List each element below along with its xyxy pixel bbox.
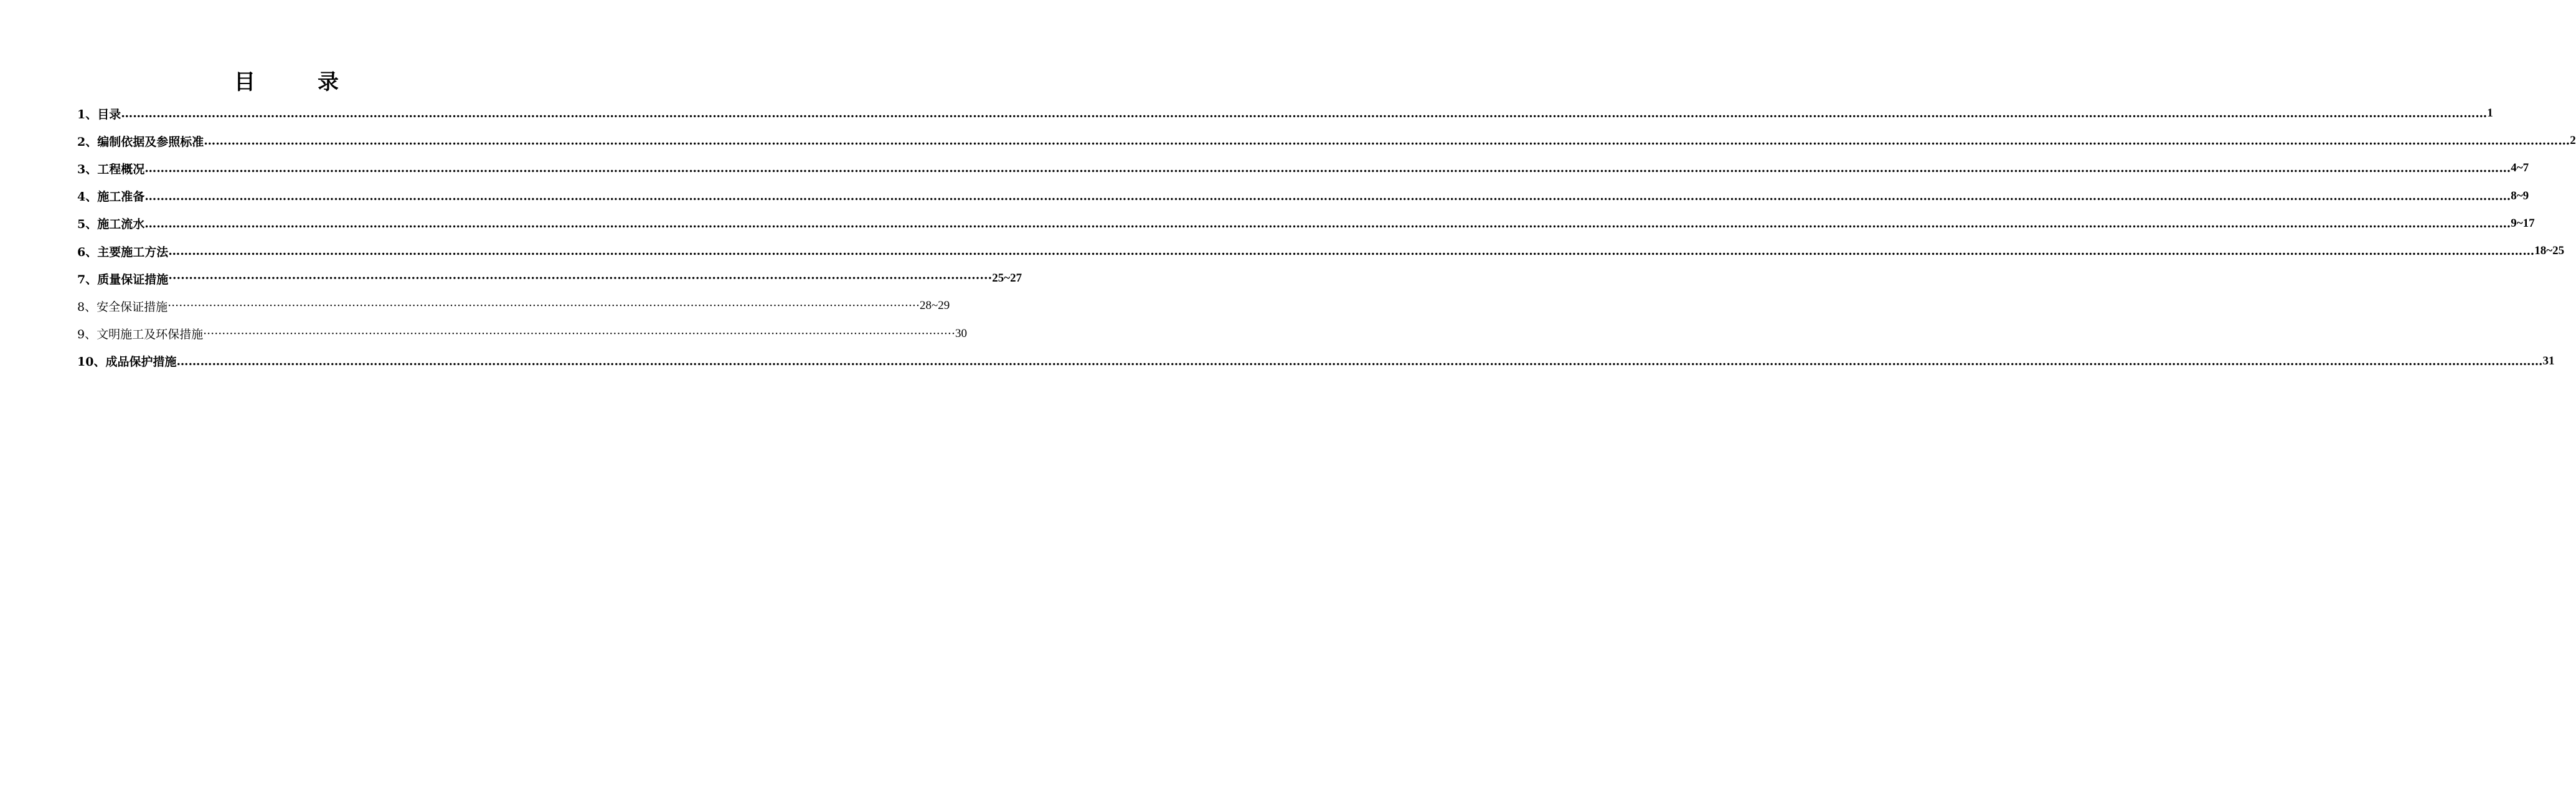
toc-entry[interactable]	[77, 237, 2565, 265]
toc-leader-dots: ……………………………………………………………………………………………………………………………………………………………………………………………………………………………………………………………………………………………………………………………………………………………………………………………………………………………………………………………………………………………………………………………………………………	[144, 216, 2511, 230]
toc-entry-label: 6、主要施工方法	[77, 245, 169, 259]
toc-entry-label: 7、质量保证措施	[77, 272, 169, 287]
toc-entry-page-number: 28~29	[920, 299, 950, 313]
title-char-1: 目	[234, 70, 255, 95]
toc-entry-label: 9、文明施工及环保措施	[77, 328, 204, 342]
toc-leader-dots: ……………………………………………………………………………………………………………………………………………………………………………………………………………………………………………………………………………………………………………………………………………………………………………………………………………………………………………………………………………………………………………………………………………………	[168, 244, 2535, 258]
toc-entry-page-number: 8~9	[2511, 189, 2529, 202]
toc-entry-label: 3、工程概况	[77, 162, 145, 176]
toc-leader-dots: ……………………………………………………………………………………………………………………………………………………………………………………………………………………………………………………………………………………………………………………………………………………………………………………………………………………………………………………………………………………………………………………………………………………	[144, 189, 2511, 203]
toc-entry-label: 8、安全保证措施	[77, 300, 168, 314]
toc-entry[interactable]	[77, 210, 2535, 237]
toc-leader-dots: ········································································································································································································	[168, 272, 993, 286]
toc-leader-dots: ……………………………………………………………………………………………………………………………………………………………………………………………………………………………………………………………………………………………………………………………………………………………………………………………………………………………………………………………………………………………………………………………………………………	[144, 161, 2511, 176]
toc-entry-page-number: 30	[955, 326, 968, 340]
toc-leader-dots: ········································································································································································································	[167, 299, 920, 313]
toc-entry[interactable]	[77, 292, 950, 320]
page-title	[0, 67, 573, 97]
toc-entry-label: 10、成品保护措施	[77, 355, 177, 369]
toc-leader-dots: ········································································································································································································	[203, 326, 956, 341]
table-of-contents	[77, 100, 2576, 375]
toc-entry[interactable]	[77, 320, 968, 348]
toc-entry-page-number: 2	[2570, 134, 2576, 148]
toc-entry-page-number: 9~17	[2511, 216, 2535, 230]
title-char-2: 录	[318, 70, 339, 95]
toc-leader-dots: ……………………………………………………………………………………………………………………………………………………………………………………………………………………………………………………………………………………………………………………………………………………………………………………………………………………………………………………………………………………………………………………………………………………	[121, 107, 2488, 121]
toc-entry-page-number: 4~7	[2511, 161, 2529, 175]
toc-leader-dots: ……………………………………………………………………………………………………………………………………………………………………………………………………………………………………………………………………………………………………………………………………………………………………………………………………………………………………………………………………………………………………………………………………………………	[204, 134, 2570, 148]
toc-entry-page-number: 18~25	[2534, 244, 2565, 258]
toc-entry-page-number: 31	[2542, 354, 2555, 368]
toc-entry[interactable]	[77, 265, 1022, 292]
toc-entry-page-number: 25~27	[992, 272, 1022, 285]
toc-entry[interactable]	[77, 183, 2529, 210]
toc-entry-page-number: 1	[2487, 107, 2493, 120]
toc-leader-dots: ……………………………………………………………………………………………………………………………………………………………………………………………………………………………………………………………………………………………………………………………………………………………………………………………………………………………………………………………………………………………………………………………………………………	[176, 354, 2543, 368]
toc-entry-label: 1、目录	[77, 107, 121, 121]
toc-entry-label: 5、施工流水	[77, 217, 145, 232]
toc-entry-label: 4、施工准备	[77, 190, 145, 204]
toc-entry[interactable]	[77, 348, 2555, 375]
toc-entry-label: 2、编制依据及参照标准	[77, 135, 204, 149]
toc-entry[interactable]	[77, 127, 2576, 154]
toc-entry[interactable]	[77, 154, 2529, 182]
toc-entry[interactable]	[77, 100, 2493, 127]
